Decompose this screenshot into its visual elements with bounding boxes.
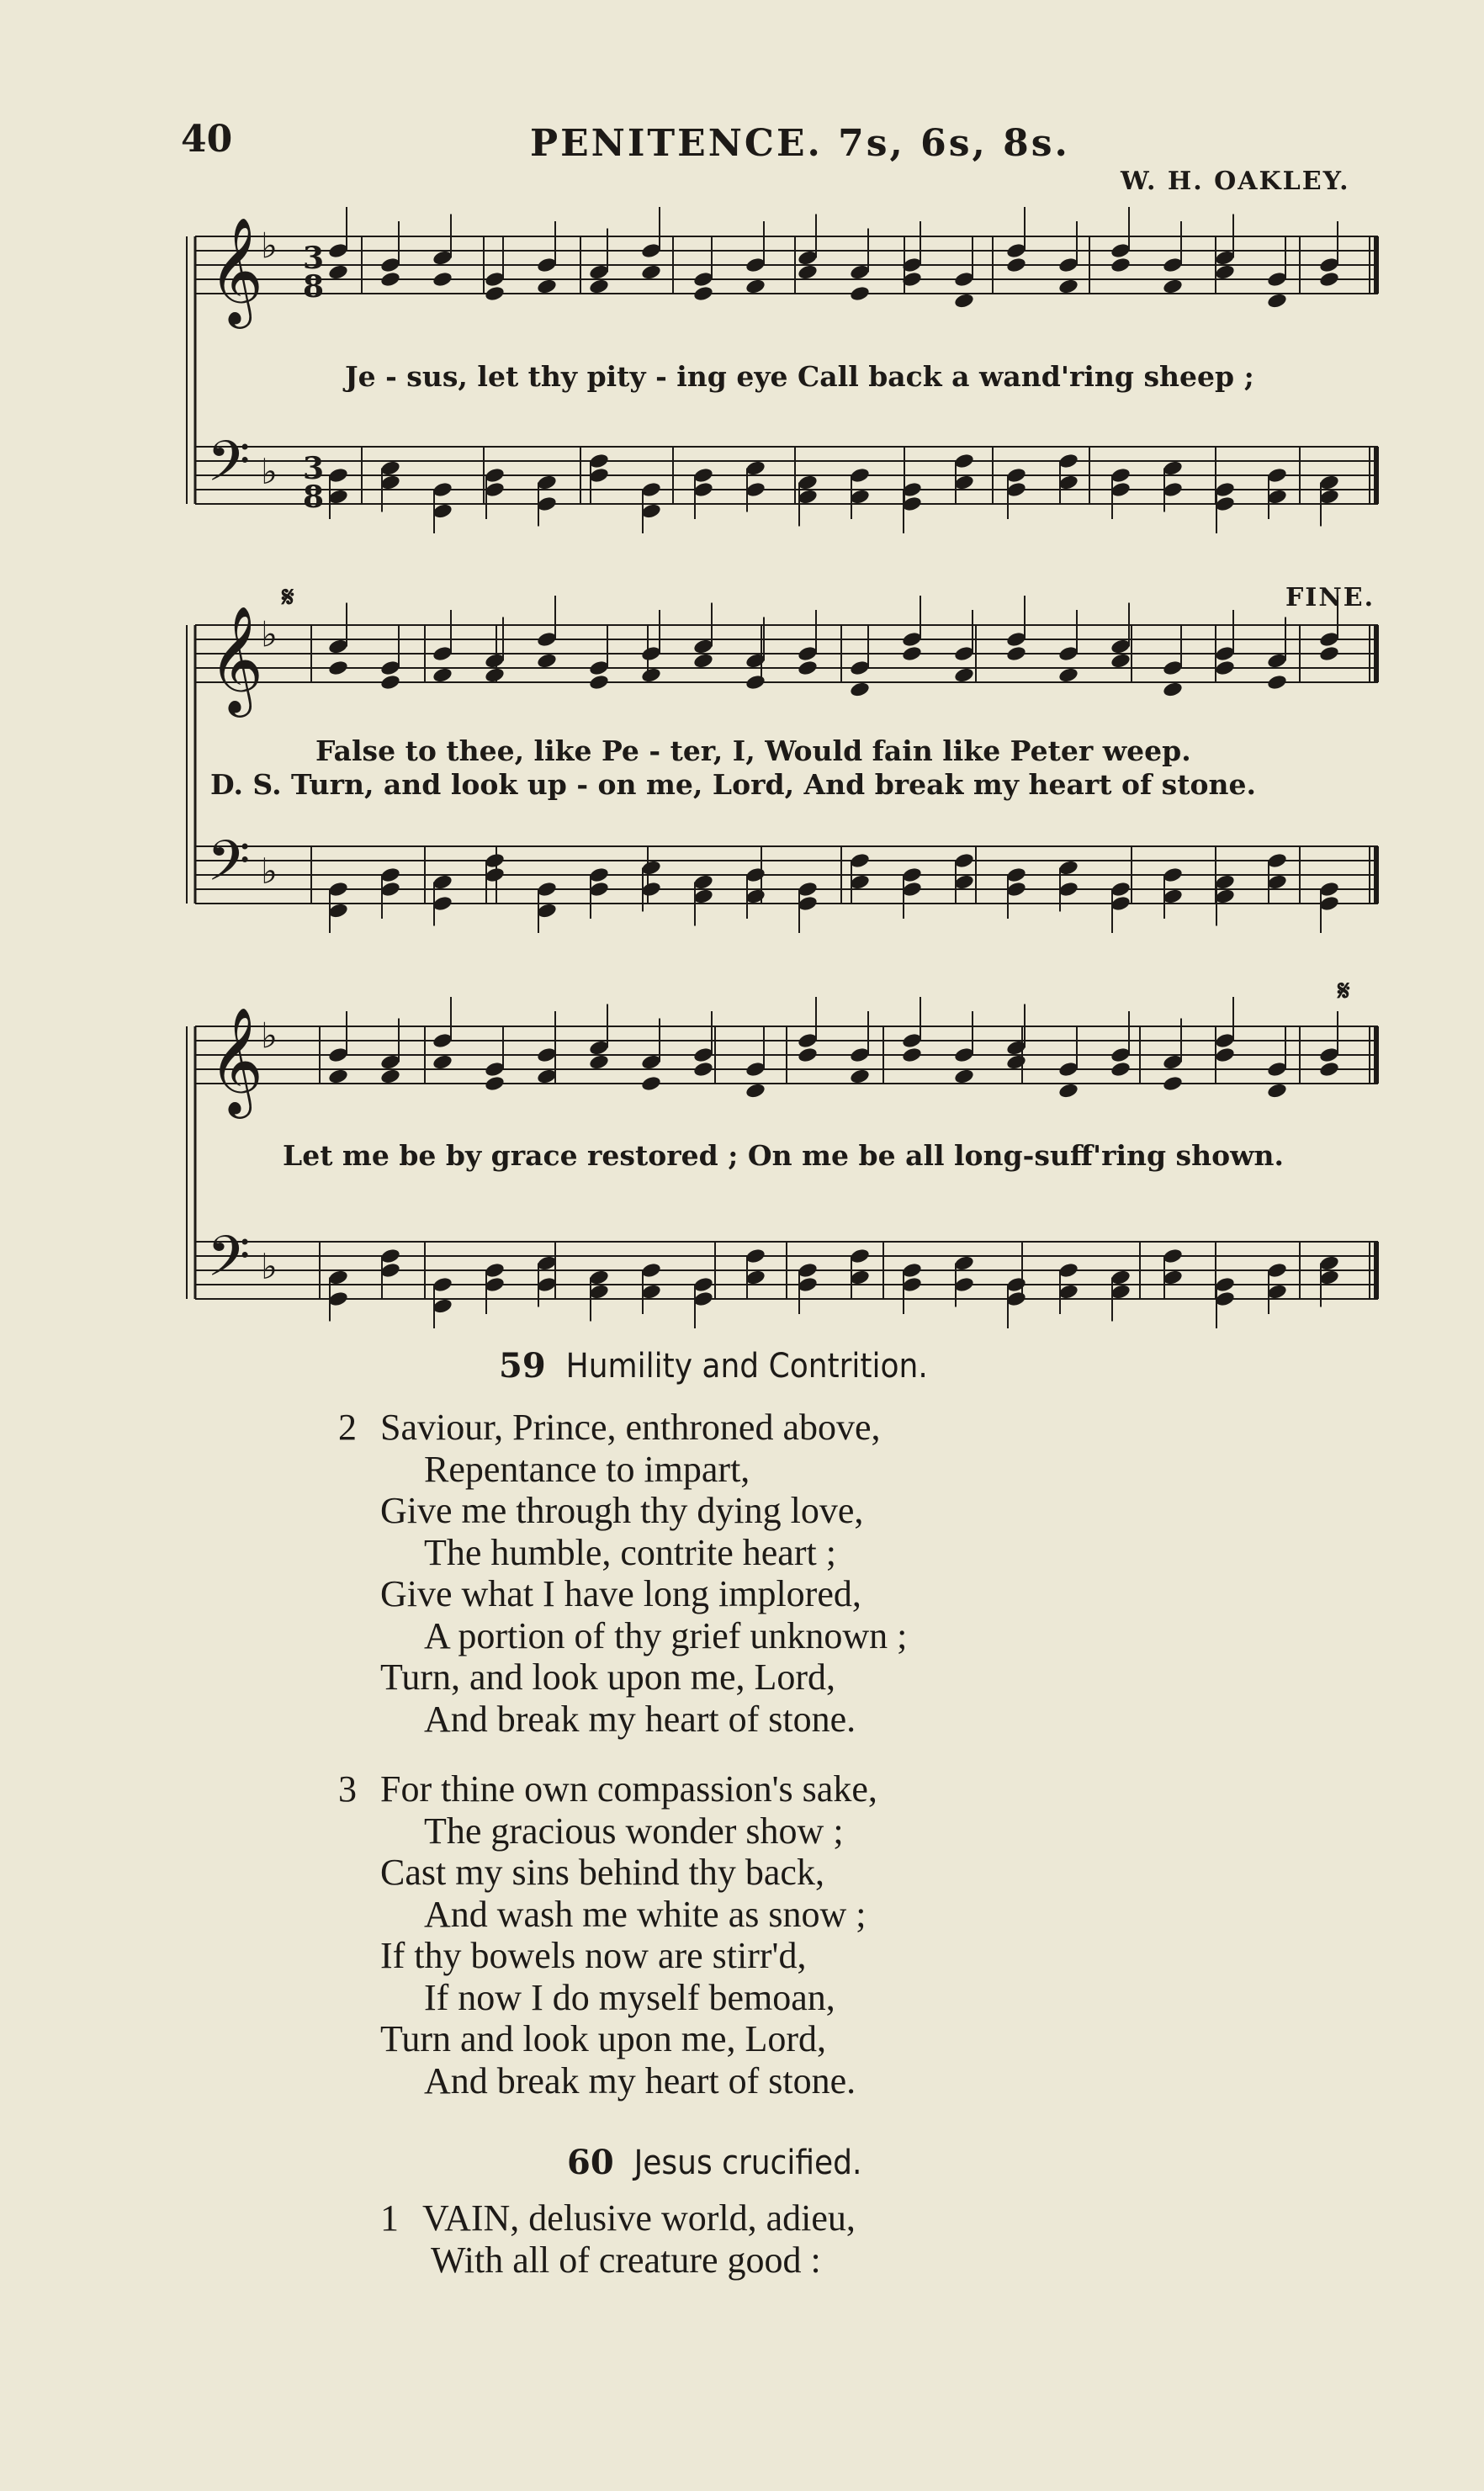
note-head [1266,1283,1287,1301]
note-head [692,271,713,289]
note-head [1057,859,1079,877]
note-head [432,1297,453,1315]
note-head [588,263,609,281]
verse-line: Cast my sins behind thy back, [380,1852,824,1893]
verse-line: And break my heart of stone. [424,2059,856,2101]
note-head [1110,1283,1131,1301]
note-head [1266,852,1287,870]
note-head [1318,645,1339,663]
time-signature-bottom: 8 [303,480,325,515]
note-head [1162,278,1183,295]
note-head [536,1047,557,1064]
note-head [1057,1283,1079,1301]
note-head [379,1053,400,1071]
verse-line: Turn, and look upon me, Lord, [380,1656,836,1698]
note-head [692,1276,713,1294]
note-head [1318,895,1339,913]
treble-clef: 𝄞 [209,605,264,713]
note-head [1057,645,1079,663]
note-head [1110,638,1131,655]
note-head [536,474,557,491]
note-head [327,660,348,677]
note-head [640,1262,661,1280]
note-head [797,1276,818,1294]
flat-key-signature: ♭ [261,851,278,893]
note-head [1110,1269,1131,1286]
note-head [1005,645,1026,663]
note-head [1162,867,1183,884]
note-head [692,652,713,670]
note-head [849,681,870,698]
note-head [1110,881,1131,898]
note-head [1266,873,1287,891]
bass-clef: 𝄢 [207,829,251,907]
note-head [1005,881,1026,898]
note-head [1005,1039,1026,1057]
lyric-line-3: Let me be by grace restored ; On me be all long-suff'ring shown. [283,1139,1285,1172]
note-head [1266,488,1287,506]
note-head [745,1269,766,1286]
note-head [901,1047,922,1064]
note-head [432,895,453,913]
note-head [1266,1061,1287,1079]
note-head [797,249,818,267]
note-head [1162,257,1183,274]
note-head [484,1262,505,1280]
note-head [484,652,505,670]
hymn-59-number: 59 [499,1346,546,1386]
note-head [1057,278,1079,295]
note-head [953,1068,974,1085]
note-head [953,852,974,870]
note-head [379,271,400,289]
note-head [588,881,609,898]
note-head [745,481,766,499]
note-head [1162,660,1183,677]
note-head [1005,467,1026,485]
note-head [849,1068,870,1085]
note-head [1005,1291,1026,1308]
note-head [432,481,453,499]
flat-key-signature: ♭ [261,613,278,655]
note-head [953,474,974,491]
note-head [588,453,609,470]
note-head [1005,257,1026,274]
note-head [432,502,453,520]
note-head [432,666,453,684]
note-head [745,674,766,692]
verse-line: The gracious wonder show ; [424,1810,844,1852]
note-head [1318,271,1339,289]
verse-line: And break my heart of stone. [424,1698,856,1740]
note-head [849,873,870,891]
note-head [901,1276,922,1294]
note-head [1214,249,1235,267]
verse-line: And wash me white as snow ; [424,1893,867,1935]
note-head [797,645,818,663]
note-head [901,631,922,649]
note-head [692,1061,713,1079]
hymn-59-verse-3 [338,1768,877,2101]
note-head [1110,1061,1131,1079]
note-head [1110,257,1131,274]
note-head [953,292,974,310]
note-head [1266,271,1287,289]
note-head [745,888,766,905]
note-head [797,474,818,491]
note-head [953,1254,974,1272]
note-head [849,467,870,485]
note-head [1266,292,1287,310]
note-head [536,257,557,274]
note-head [327,881,348,898]
note-head [901,881,922,898]
note-head [327,1068,348,1085]
lyric-line-2b: D. S. Turn, and look up - on me, Lord, And break my heart of stone. [210,768,1256,801]
note-head [745,257,766,274]
note-head [1162,1248,1183,1265]
note-head [1162,1075,1183,1093]
note-head [588,660,609,677]
note-head [327,467,348,485]
note-head [1214,496,1235,513]
verse-number: 3 [338,1768,357,1810]
note-head [640,881,661,898]
note-head [1214,1032,1235,1050]
verse-line: With all of creature good : [431,2239,821,2281]
note-head [953,453,974,470]
note-head [901,645,922,663]
note-head [1214,888,1235,905]
note-head [901,867,922,884]
note-head [536,1068,557,1085]
note-head [588,867,609,884]
verse-line: Repentance to impart, [424,1448,750,1490]
hymn-60-number: 60 [567,2143,614,2182]
note-head [1214,1276,1235,1294]
note-head [797,660,818,677]
note-head [1214,1047,1235,1064]
note-head [1318,488,1339,506]
note-head [692,873,713,891]
note-head [745,459,766,477]
hymn-60-heading [567,2143,861,2182]
bass-clef: 𝄢 [207,429,251,507]
note-head [640,859,661,877]
note-head [1162,459,1183,477]
note-head [484,867,505,884]
note-head [536,652,557,670]
note-head [849,1269,870,1286]
hymn-60-verse-1 [380,2197,856,2281]
note-head [797,1262,818,1280]
note-head [432,645,453,663]
note-head [588,278,609,295]
note-head [692,638,713,655]
note-head [1005,631,1026,649]
note-head [1214,263,1235,281]
verse-line: VAIN, delusive world, adieu, [422,2197,856,2239]
note-head [640,645,661,663]
note-head [953,271,974,289]
note-head [745,867,766,884]
note-head [536,496,557,513]
note-head [1214,645,1235,663]
note-head [797,488,818,506]
note-head [327,902,348,920]
note-head [849,1248,870,1265]
verse-line: Give me through thy dying love, [380,1490,864,1531]
note-head [379,459,400,477]
time-signature-top: 3 [303,451,325,486]
note-head [379,1262,400,1280]
note-head [849,1047,870,1064]
note-head [797,263,818,281]
note-head [1214,873,1235,891]
note-head [432,873,453,891]
note-head [953,1276,974,1294]
bass-clef: 𝄢 [207,1224,251,1302]
note-head [1005,481,1026,499]
verse-line: The humble, contrite heart ; [424,1531,836,1573]
note-head [745,1082,766,1100]
note-head [692,481,713,499]
note-head [432,1032,453,1050]
note-head [692,888,713,905]
note-head [379,474,400,491]
verse-line: Saviour, Prince, enthroned above, [380,1407,881,1448]
note-head [588,1039,609,1057]
note-head [432,1053,453,1071]
verse-line: Turn and look upon me, Lord, [380,2018,827,2059]
note-head [1005,1053,1026,1071]
hymn-59-title: Humility and Contrition. [565,1347,928,1386]
note-head [692,1291,713,1308]
note-head [327,1269,348,1286]
note-head [327,488,348,506]
note-head [432,271,453,289]
note-head [1214,481,1235,499]
segno-sign-start: 𝄋 [282,580,294,614]
time-signature-bottom: 8 [303,269,325,305]
flat-key-signature: ♭ [261,1246,278,1288]
note-head [1214,1291,1235,1308]
note-head [640,666,661,684]
note-head [1057,1262,1079,1280]
note-head [327,638,348,655]
note-head [484,852,505,870]
note-head [849,852,870,870]
note-head [588,467,609,485]
note-head [797,881,818,898]
verse-line: If now I do myself bemoan, [424,1976,835,2018]
note-head [379,660,400,677]
note-head [745,278,766,295]
verse-number: 1 [380,2197,399,2239]
tune-title: PENITENCE. 7s, 6s, 8s. [530,122,1070,165]
treble-clef: 𝄞 [209,1006,264,1114]
note-head [1318,474,1339,491]
note-head [588,1269,609,1286]
note-head [1110,895,1131,913]
flat-key-signature: ♭ [261,451,278,493]
note-head [1057,1082,1079,1100]
note-head [379,867,400,884]
note-head [432,249,453,267]
note-head [1266,674,1287,692]
note-head [1110,481,1131,499]
hymn-60-title: Jesus crucified. [633,2144,862,2182]
note-head [1057,1061,1079,1079]
note-head [745,1248,766,1265]
note-head [692,285,713,303]
note-head [588,1283,609,1301]
note-head [849,263,870,281]
note-head [640,481,661,499]
note-head [536,881,557,898]
note-head [379,674,400,692]
note-head [1110,1047,1131,1064]
note-head [640,1053,661,1071]
note-head [536,1254,557,1272]
note-head [1162,681,1183,698]
note-head [379,1068,400,1085]
note-head [1318,1047,1339,1064]
note-head [484,467,505,485]
verse-line: If thy bowels now are stirr'd, [380,1935,807,1976]
note-head [327,242,348,260]
note-head [484,285,505,303]
note-head [536,902,557,920]
note-head [745,652,766,670]
note-head [1057,257,1079,274]
note-head [1005,242,1026,260]
note-head [432,1276,453,1294]
note-head [953,873,974,891]
note-head [588,1053,609,1071]
note-head [327,1047,348,1064]
note-head [484,1075,505,1093]
note-head [327,263,348,281]
note-head [1057,474,1079,491]
note-head [901,1032,922,1050]
note-head [901,1262,922,1280]
composer: W. H. OAKLEY. [1121,167,1350,196]
note-head [797,1032,818,1050]
segno-sign-end: 𝄋 [1338,974,1350,1008]
note-head [379,257,400,274]
note-head [640,1283,661,1301]
note-head [1110,467,1131,485]
note-head [1057,453,1079,470]
note-head [1318,881,1339,898]
note-head [849,285,870,303]
note-head [1318,1061,1339,1079]
note-head [536,1276,557,1294]
verse-line: For thine own compassion's sake, [380,1768,877,1810]
note-head [1266,467,1287,485]
note-head [327,1291,348,1308]
note-head [640,242,661,260]
note-head [849,488,870,506]
note-head [692,1047,713,1064]
note-head [1110,242,1131,260]
note-head [797,895,818,913]
note-head [1266,1082,1287,1100]
note-head [640,502,661,520]
lyric-line-2a: False to thee, like Pe - ter, I, Would fain like Peter weep. [315,734,1191,767]
treble-clef: 𝄞 [209,216,264,324]
note-head [484,666,505,684]
note-head [1318,1254,1339,1272]
verse-number: 2 [338,1407,357,1448]
note-head [953,1047,974,1064]
verse-line: Give what I have long implored, [380,1573,861,1614]
note-head [1005,867,1026,884]
note-head [1266,1262,1287,1280]
note-head [379,1248,400,1265]
note-head [692,467,713,485]
note-head [849,660,870,677]
note-head [1162,888,1183,905]
note-head [1162,1269,1183,1286]
hymn-59-heading [499,1346,928,1386]
note-head [484,481,505,499]
note-head [745,1061,766,1079]
note-head [953,645,974,663]
flat-key-signature: ♭ [261,1015,278,1057]
flat-key-signature: ♭ [261,225,278,267]
hymn-59-verse-2 [338,1407,907,1740]
note-head [1162,1053,1183,1071]
note-head [1214,660,1235,677]
note-head [1005,1276,1026,1294]
note-head [797,1047,818,1064]
verse-line: A portion of thy grief unknown ; [424,1614,908,1656]
page-number: 40 [181,118,233,161]
note-head [484,1061,505,1079]
note-head [588,674,609,692]
note-head [1057,666,1079,684]
note-head [1318,257,1339,274]
note-head [1057,881,1079,898]
fine-label: FINE. [1285,583,1375,612]
note-head [640,263,661,281]
note-head [379,881,400,898]
note-head [1110,652,1131,670]
note-head [484,271,505,289]
note-head [1318,1269,1339,1286]
note-head [536,278,557,295]
note-head [536,631,557,649]
time-signature-top: 3 [303,241,325,276]
note-head [640,1075,661,1093]
note-head [953,666,974,684]
note-head [1162,481,1183,499]
note-head [1318,631,1339,649]
note-head [484,1276,505,1294]
note-head [1266,652,1287,670]
lyric-line-1: Je - sus, let thy pity - ing eye Call back a wand'ring sheep ; [345,360,1254,393]
